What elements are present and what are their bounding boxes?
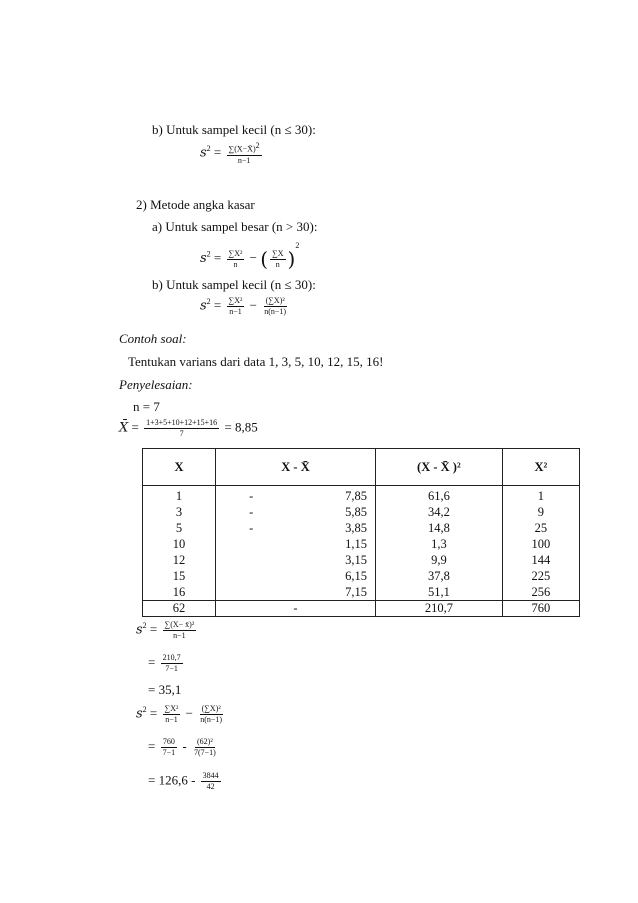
header-x-squared: X² [502,449,579,486]
heading-small-sample-1: b) Untuk sampel kecil (n ≤ 30): [152,122,316,137]
data-table [142,448,580,617]
header-deviation-squared: (X - X̄ )² [375,449,502,486]
formula-variance-small: $s^2$ = $\frac{\sum(X-X̄)^2}{n-1}$ [200,141,260,165]
calc-variance-result: = 35,1 [148,682,182,697]
total-x-squared: 760 [502,601,579,617]
total-x: 62 [143,601,216,617]
solution-label: Penyelesaian: [119,377,193,392]
heading-large-sample: a) Untuk sampel besar (n > 30): [152,219,318,234]
table-total-row [143,601,580,617]
calc-rough-formula: $s^2$ = $\frac{\text{∑X²}}{n-1}$ − $\frac{\text{(∑X)²}}{n(n-1)}$ [136,704,223,724]
deviation-squared-column: 61,6 34,2 14,8 1,3 9,9 37,8 51,1 [375,486,502,601]
header-x: X [143,449,216,486]
heading-small-sample-2: b) Untuk sampel kecil (n ≤ 30): [152,277,316,292]
calc-rough-step: = $\frac{760}{7-1}$ - $\frac{\text{(62)²}}{7(7-1)}$ [148,737,216,757]
x-squared-column: 1 9 25 100 144 225 256 [502,486,579,601]
example-question: Tentukan varians dari data 1, 3, 5, 10, 12, 15, 16! [128,354,384,369]
formula-variance-large-rough: $s^2$ = $\frac{\text{∑X²}}{n}$ − ( $\frac{\sum X}{n}$ )$^2$ [200,241,300,272]
formula-variance-small-rough: $s^2$ = $\frac{\text{∑X²}}{n-1}$ − $\frac{\text{(∑X)²}}{n(n-1)}$ [200,296,287,316]
calc-variance-formula: $s^2$ = $\frac{\text{∑(X− x̄)²}}{n-1}$ [136,620,195,640]
table-row [143,486,580,601]
calc-rough-last-step: = 126,6 - $\frac{3844}{42}$ [148,771,219,791]
example-label: Contoh soal: [119,331,187,346]
total-deviation-squared: 210,7 [375,601,502,617]
header-deviation: X - X̄ [216,449,376,486]
calc-variance-step: = $\frac{210,7}{7-1}$ [148,653,181,673]
total-deviation: - [216,601,376,617]
x-column: 1 3 5 10 12 15 16 [143,486,216,601]
heading-rough-method: 2) Metode angka kasar [136,197,255,212]
n-value: n = 7 [133,399,160,414]
table-header-row [143,449,580,486]
mean-formula: X̄ = $\frac{1+3+5+10+12+15+16}{7}$ = 8,85 [119,418,258,438]
deviation-column: - 7,85 - 5,85 - 3,85 1,15 3,15 6,15 7,15 [216,486,376,601]
